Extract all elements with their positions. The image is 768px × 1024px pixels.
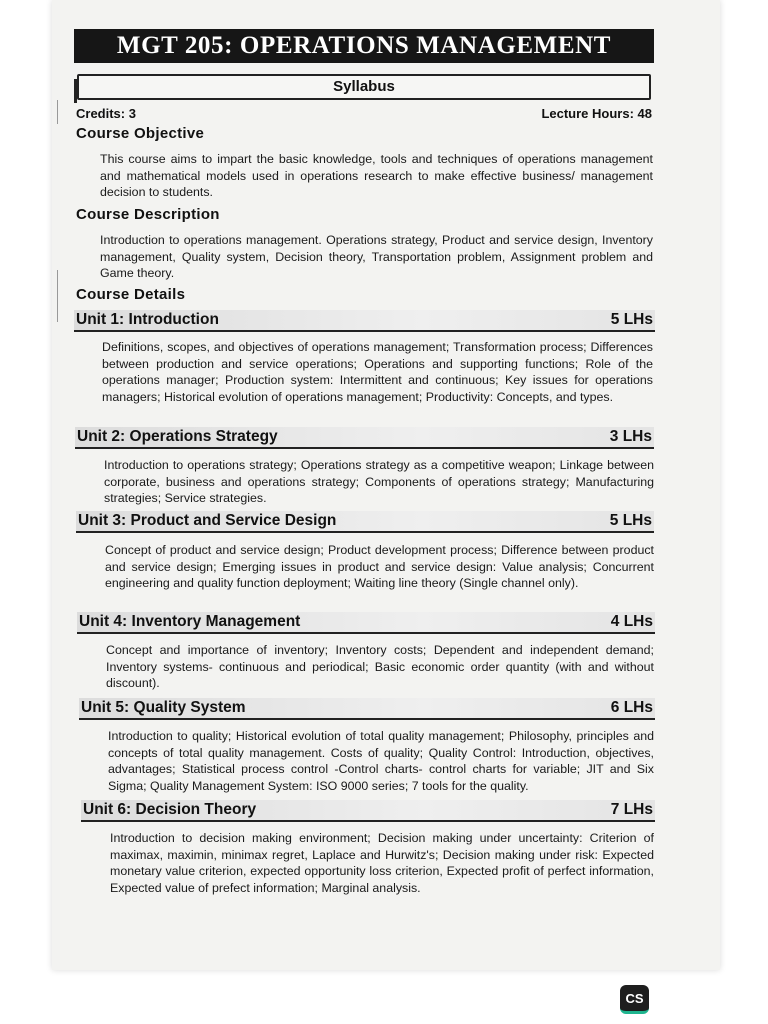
unit-hours: 7 LHs — [610, 801, 653, 818]
syllabus-label: Syllabus — [77, 74, 651, 100]
unit-hours: 4 LHs — [610, 613, 653, 630]
unit-title: Unit 3: Product and Service Design — [78, 512, 337, 529]
margin-mark — [57, 100, 58, 124]
unit-4-header — [77, 612, 655, 634]
course-description-text: Introduction to operations management. Operations strategy, Product and service design, Inventory management, Quality system, Decision theory, Transportation problem, Assignment problem and Game theory. — [100, 233, 653, 281]
unit-hours: 6 LHs — [610, 699, 653, 716]
margin-mark — [57, 270, 58, 322]
unit-hours: 5 LHs — [609, 512, 652, 529]
unit-4-content: Concept and importance of inventory; Inventory costs; Dependent and independent demand; Inventory systems- continuous and periodical; Basic economic order quantity (with and without discount). — [106, 643, 654, 691]
unit-hours: 3 LHs — [609, 428, 652, 445]
lecture-hours-label: Lecture Hours: 48 — [541, 106, 652, 121]
unit-6-content: Introduction to decision making environment; Decision making under uncertainty: Criterion of maximax, maximin, minimax regret, Laplace and Hurwitz's; Decision making under risk: Expected monetary value criterion, expected opportunity loss criterion, Expected profit of perfect information, Expected value of prefect information; Marginal analysis. — [110, 831, 654, 895]
unit-2-header — [75, 427, 654, 449]
unit-1-content: Definitions, scopes, and objectives of operations management; Transformation process; Differences between production and service operations; Operations and supporting functions; Role of the operations manager; Production system: Intermittent and continuous; Key issues for operations managers; Historical evolution of operations management; Productivity: Concepts, and types. — [102, 340, 653, 404]
course-objective-text: This course aims to impart the basic knowledge, tools and techniques of operations management and mathematical models used in operations research to make effective business/ management decision to students. — [100, 152, 653, 200]
unit-5-content: Introduction to quality; Historical evolution of total quality management; Philosophy, principles and concepts of total quality management. Costs of quality; Quality Control: Introduction, objectives, advantages; Statistical process control -Control charts- control charts for variable; JIT and Six Sigma; Quality Management System: ISO 9000 series; 7 tools for the quality. — [108, 729, 654, 793]
unit-6-header — [81, 800, 655, 822]
course-description-heading: Course Description — [76, 206, 220, 223]
unit-3-header — [76, 511, 654, 533]
unit-title: Unit 6: Decision Theory — [83, 801, 257, 818]
unit-2-content: Introduction to operations strategy; Operations strategy as a competitive weapon; Linkage between corporate, business and operations strategy; Components of operations strategy; Manufacturing strategies; Service strategies. — [104, 458, 654, 506]
unit-title: Unit 5: Quality System — [81, 699, 246, 716]
unit-title: Unit 4: Inventory Management — [79, 613, 301, 630]
unit-1-header — [74, 310, 655, 332]
camscanner-logo: CS — [620, 985, 649, 1014]
unit-title: Unit 1: Introduction — [76, 311, 219, 328]
unit-title: Unit 2: Operations Strategy — [77, 428, 278, 445]
credits-label: Credits: 3 — [76, 106, 136, 121]
unit-5-header — [79, 698, 655, 720]
course-objective-heading: Course Objective — [76, 125, 205, 142]
course-details-heading: Course Details — [76, 286, 186, 303]
unit-hours: 5 LHs — [610, 311, 653, 328]
page-title: MGT 205: OPERATIONS MANAGEMENT — [74, 29, 654, 63]
unit-3-content: Concept of product and service design; Product development process; Difference between product and service design; Emerging issues in product and service design: Value analysis; Concurrent engineering and quality function deployment; Waiting line theory (Single channel only). — [105, 543, 654, 591]
